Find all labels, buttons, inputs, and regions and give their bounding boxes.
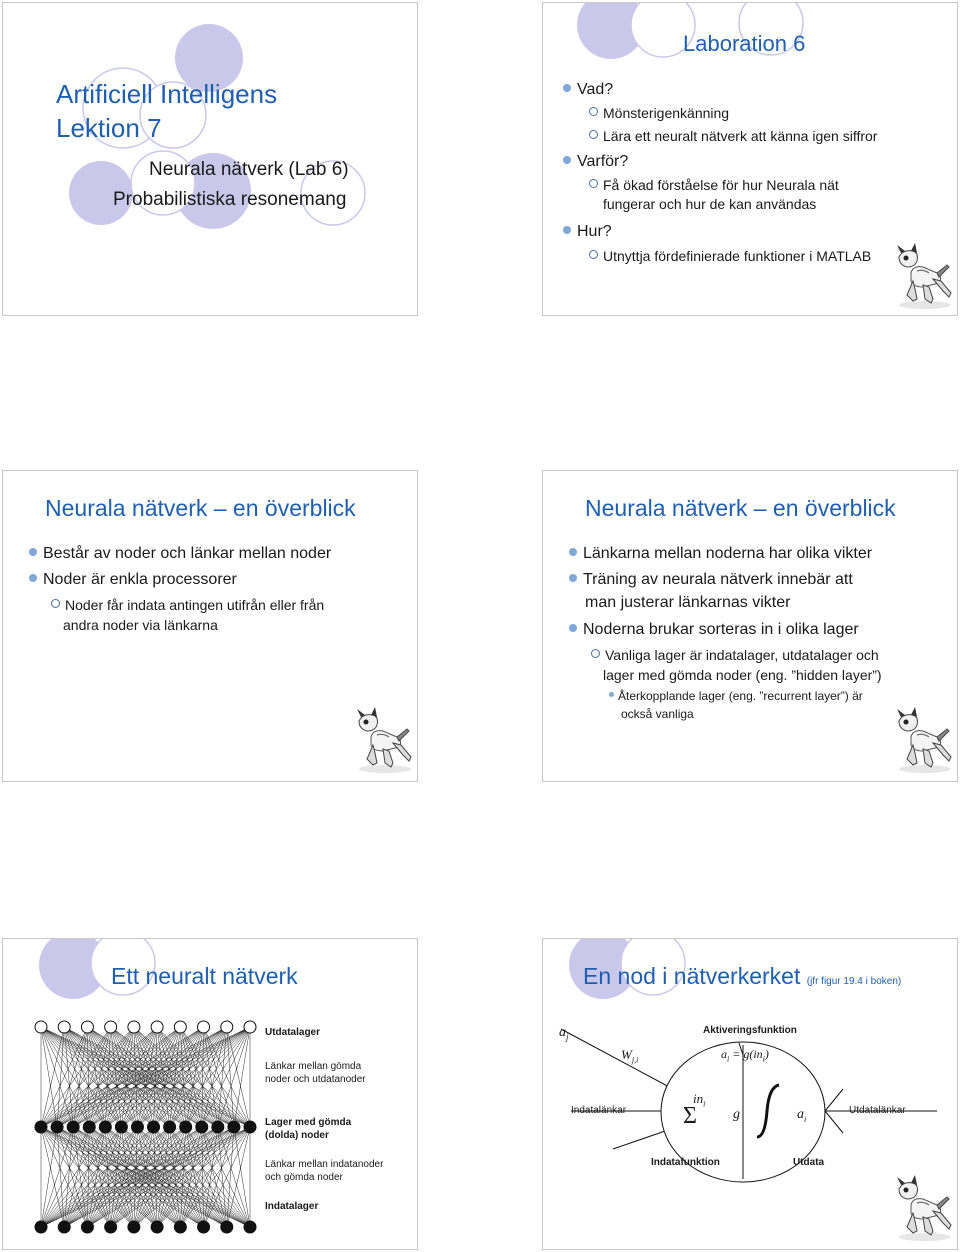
bullet-ring [591, 649, 600, 658]
output-arrow-down [825, 1111, 843, 1133]
input-node [35, 1221, 47, 1233]
bullet-lankarna-vikter: Länkarna mellan noderna har olika vikter [569, 545, 872, 563]
output-node [35, 1021, 47, 1033]
node-title-note: (jfr figur 19.4 i boken) [806, 976, 902, 987]
input-node [128, 1221, 140, 1233]
bullet-monsterigenkanning: Mönsterigenkänning [589, 105, 729, 121]
bullet-aterkopplande-cont: också vanliga [621, 707, 694, 721]
bullet-vad: Vad? [563, 81, 613, 99]
slide-title-lecture [2, 2, 418, 316]
hidden-node [51, 1121, 63, 1133]
input-node [81, 1221, 93, 1233]
network-link [41, 1027, 180, 1127]
lecture-subtitle-1: Neurala nätverk (Lab 6) [149, 159, 349, 180]
network-link [89, 1127, 180, 1227]
bullet-dot [563, 156, 571, 164]
activation-formula: $a_i = g(in_i)$ [721, 1047, 769, 1064]
network-link [111, 1127, 202, 1227]
robot-dog-image [893, 1175, 957, 1243]
label-in-i: $in_i$ [693, 1091, 706, 1109]
input-node [174, 1221, 186, 1233]
label-lankar-indata-1: Länkar mellan indatanoder [265, 1159, 384, 1170]
bullet-dot [569, 548, 577, 556]
bullet-okad-forstaelse-cont: fungerar och hur de kan användas [603, 196, 817, 212]
hidden-node [67, 1121, 79, 1133]
output-arrow-up [825, 1089, 843, 1111]
bullet-dot [569, 574, 577, 582]
label-utdatalager: Utdatalager [265, 1027, 321, 1038]
hidden-node [212, 1121, 224, 1133]
network-title: Ett neuralt nätverk [111, 963, 298, 989]
network-link [111, 1027, 202, 1127]
overview-title-2: Neurala nätverk – en överblick [585, 495, 896, 521]
hidden-node [148, 1121, 160, 1133]
label-g: g [733, 1107, 740, 1122]
label-indatalankar: Indatalänkar [571, 1105, 627, 1116]
input-node [198, 1221, 210, 1233]
bullet-dot [563, 84, 571, 92]
bullet-ring [589, 250, 598, 259]
network-link [41, 1127, 57, 1227]
bullet-okad-forstaelse: Få ökad förståelse för hur Neurala nät [589, 177, 839, 193]
hidden-node [83, 1121, 95, 1133]
slide-neural-network [2, 938, 418, 1250]
lecture-title-line1: Artificiell Intelligens [56, 79, 278, 109]
overview-title-1: Neurala nätverk – en överblick [45, 495, 356, 521]
network-link [218, 1027, 250, 1127]
bullet-aterkopplande: Återkopplande lager (eng. ”recurrent layer”) är [609, 689, 863, 703]
bullet-noderna-sorteras: Noderna brukar sorteras in i olika lager [569, 621, 859, 639]
bullet-noder-far-indata-cont: andra noder via länkarna [63, 617, 218, 633]
bullet-dot-small [609, 692, 614, 697]
network-link [111, 1027, 250, 1127]
output-node [105, 1021, 117, 1033]
label-lankar-gomda-1: Länkar mellan gömda [265, 1061, 362, 1072]
network-link [41, 1127, 180, 1227]
hidden-node [99, 1121, 111, 1133]
bullet-vanliga-lager-cont: lager med gömda noder (eng. ”hidden layer”) [603, 667, 882, 683]
hidden-node [228, 1121, 240, 1133]
lecture-subtitle-2: Probabilistiska resonemang [113, 189, 347, 210]
robot-dog-image [893, 243, 957, 311]
label-lankar-indata-2: och gömda noder [265, 1172, 343, 1183]
label-indatafunktion: Indatafunktion [651, 1157, 720, 1168]
hidden-node [180, 1121, 192, 1133]
bullet-dot [29, 548, 37, 556]
bullet-noder-far-indata: Noder får indata antingen utifrån eller från [51, 597, 324, 613]
output-node [81, 1021, 93, 1033]
output-node [221, 1021, 233, 1033]
node-title-text: En nod i nätverkerket [583, 963, 801, 989]
label-lager-gomda-2: (dolda) noder [265, 1130, 329, 1141]
label-wji: $W_{j,i}$ [621, 1047, 639, 1065]
bullet-lara-natverk: Lära ett neuralt nätverk att känna igen siffror [589, 128, 877, 144]
hidden-node [244, 1121, 256, 1133]
input-node [105, 1221, 117, 1233]
incoming-extra-line [613, 1129, 671, 1149]
output-node [151, 1021, 163, 1033]
bullet-dot [569, 624, 577, 632]
label-lankar-gomda-2: noder och utdatanoder [265, 1074, 366, 1085]
bullet-ring [589, 130, 598, 139]
bullet-traning-cont: man justerar länkarnas vikter [585, 594, 791, 611]
output-node [128, 1021, 140, 1033]
neural-network-diagram [33, 1019, 258, 1239]
label-utdatalankar: Utdatalänkar [849, 1105, 906, 1116]
label-aktiveringsfunktion: Aktiveringsfunktion [703, 1025, 797, 1036]
label-utdata: Utdata [793, 1157, 825, 1168]
bullet-ring [589, 107, 598, 116]
robot-dog-image [353, 707, 417, 775]
label-ai: $a_i$ [797, 1107, 807, 1124]
lecture-title-line2: Lektion 7 [56, 113, 162, 143]
bullet-hur: Hur? [563, 223, 612, 241]
bullet-dot [29, 574, 37, 582]
hidden-node [196, 1121, 208, 1133]
slide-overview-2 [542, 470, 958, 782]
output-node [58, 1021, 70, 1033]
hidden-node [131, 1121, 143, 1133]
output-node [198, 1021, 210, 1033]
sigma-symbol: Σ [683, 1103, 697, 1129]
input-node [221, 1221, 233, 1233]
laboration-title: Laboration 6 [683, 31, 806, 56]
input-node [151, 1221, 163, 1233]
bullet-vanliga-lager: Vanliga lager är indatalager, utdatalager och [591, 647, 879, 663]
network-link [234, 1027, 250, 1127]
slide-laboration [542, 2, 958, 316]
output-node [244, 1021, 256, 1033]
output-node [174, 1021, 186, 1033]
hidden-node [35, 1121, 47, 1133]
input-node [244, 1221, 256, 1233]
label-lager-gomda-1: Lager med gömda [265, 1117, 352, 1128]
network-link [89, 1027, 180, 1127]
network-link [41, 1127, 73, 1227]
bullet-traning: Träning av neurala nätverk innebär att [569, 571, 853, 589]
robot-dog-image [893, 707, 957, 775]
bullet-varfor: Varför? [563, 153, 628, 171]
bullet-utnyttja: Utnyttja fördefinierade funktioner i MATLAB [589, 248, 871, 264]
slide-node [542, 938, 958, 1250]
bullet-noder-enkla: Noder är enkla processorer [29, 571, 237, 589]
label-indatalager: Indatalager [265, 1201, 319, 1212]
hidden-node [115, 1121, 127, 1133]
hidden-node [164, 1121, 176, 1133]
bullet-dot [563, 226, 571, 234]
bullet-ring [51, 599, 60, 608]
network-link [111, 1127, 250, 1227]
slide-overview-1 [2, 470, 418, 782]
incoming-weight-line [561, 1029, 673, 1089]
label-aj: $a_j$ [559, 1025, 569, 1042]
input-node [58, 1221, 70, 1233]
bullet-bestar-av: Består av noder och länkar mellan noder [29, 545, 331, 563]
bullet-ring [589, 179, 598, 188]
